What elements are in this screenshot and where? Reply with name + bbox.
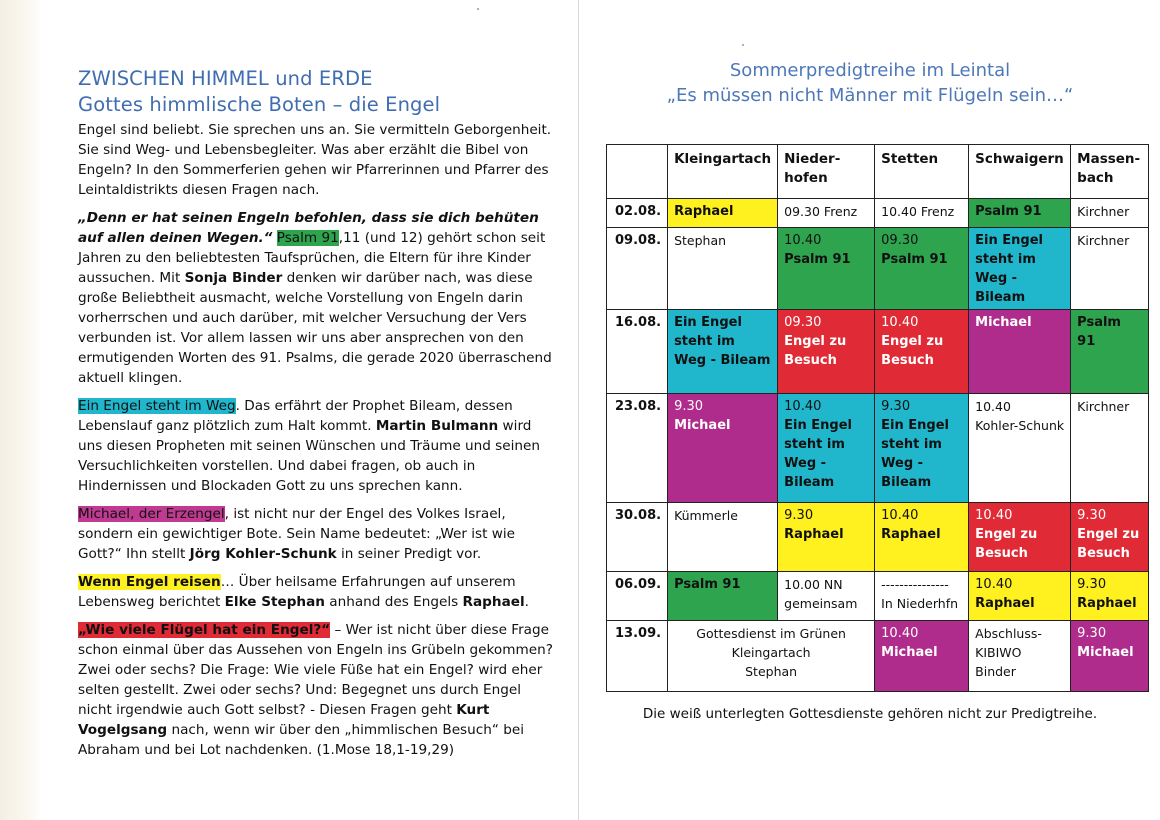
schedule-table (606, 144, 1149, 692)
angel-name: Raphael (462, 594, 525, 610)
schedule-cell (969, 199, 1071, 228)
cell-text: Kümmerle (674, 508, 738, 523)
time-label: --------------- (881, 577, 949, 592)
cell-text: Ein Engel steht im Weg - Bileam (784, 418, 852, 490)
header-cell: Nieder- hofen (778, 145, 875, 199)
header-corner (607, 145, 668, 199)
table-row (607, 394, 1149, 503)
cell-text: Michael (975, 315, 1032, 330)
schedule-cell (969, 572, 1071, 621)
cell-text: 09.30 Frenz (784, 204, 858, 219)
time-label: 9.30 (1077, 577, 1107, 592)
merged-cell (668, 621, 875, 692)
time-label: 10.40 (784, 233, 822, 248)
time-label: 10.40 (975, 399, 1011, 414)
date-cell: 23.08. (607, 394, 668, 503)
cell-text: Psalm 91 (784, 252, 851, 267)
cell-text: Kirchner (1077, 204, 1130, 219)
schedule-cell (668, 394, 778, 503)
fluegel-highlight: „Wie viele Flügel hat ein Engel?“ (78, 622, 331, 638)
scan-speck (477, 8, 479, 10)
schedule-cell (668, 199, 778, 228)
raphael-paragraph (78, 572, 556, 612)
schedule-cell (778, 394, 875, 503)
schedule-cell (875, 621, 969, 692)
cell-line: KIBIWO (975, 645, 1022, 660)
time-label: 9.30 (784, 508, 814, 523)
cell-line: Abschluss- (975, 626, 1042, 641)
schedule-heading (600, 58, 1140, 108)
paragraph-text: wird uns diesen Propheten mit seinen Wünschen und Träume und seinen Versuchlichkeiten vorstellen. Und dabei fragen, ob auch in Hindernissen und Blockaden Gott zu uns sprechen kann. (78, 418, 541, 494)
cell-line: Gottesdienst im Grünen (696, 626, 846, 641)
page-fold-line (578, 0, 579, 820)
cell-line: Binder (975, 664, 1016, 679)
time-label: 9.30 (1077, 508, 1107, 523)
time-label: 9.30 (674, 399, 704, 414)
table-row (607, 503, 1149, 572)
time-label: 10.00 NN (784, 577, 843, 592)
paragraph-text: ,11 (und 12) gehört schon seit Jahren zu den beliebtesten Taufsprüchen, die Eltern für ihre Kinder aussuchen. Mit (78, 230, 546, 286)
header-cell: Schwaigern (969, 145, 1071, 199)
schedule-cell (1071, 228, 1149, 310)
schedule-title: Sommerpredigtreihe im Leintal (729, 60, 1011, 81)
section-title: ZWISCHEN HIMMEL und ERDE (78, 67, 373, 90)
speaker-name: Kurt Vogelgsang (78, 702, 490, 738)
header-cell: Stetten (875, 145, 969, 199)
paragraph-text: , ist nicht nur der Engel des Volkes Israel, sondern ein gewichtiger Bote. Sein Name bedeutet: „Wer ist wie Gott?“ Ihn stellt (78, 506, 516, 562)
cell-text: Raphael (1077, 596, 1137, 611)
schedule-cell (668, 572, 778, 621)
paragraph-text: . (524, 594, 529, 610)
cell-text: Raphael (784, 527, 844, 542)
paragraph-text: . Das erfährt der Prophet Bileam, dessen Lebenslauf ganz plötzlich zum Halt kommt. (78, 398, 513, 434)
time-label: 10.40 (881, 508, 919, 523)
paragraph-text: – Wer ist nicht über diese Frage schon einmal über das Aussehen von Engeln ins Grübeln gekommen? Zwei oder sechs? Die Frage: Wie viele Füße hat ein Engel? wird eher selten gestellt. Zwei oder sechs? Und: Begegnet uns durch Engel nicht irgendwie auch Gott selbst? - Diesen Fragen geht (78, 622, 553, 718)
header-cell: Kleingartach (668, 145, 778, 199)
bileam-highlight: Ein Engel steht im Weg (78, 398, 236, 414)
scan-speck (742, 44, 744, 46)
date-cell: 06.09. (607, 572, 668, 621)
cell-text: Engel zu Besuch (1077, 527, 1140, 561)
paragraph-text: nach, wenn wir über den „himmlischen Besuch“ bei Abraham und bei Lot nachdenken. (1.Mose 18,1-19,29) (78, 722, 524, 758)
time-label: 10.40 (881, 315, 919, 330)
date-cell: 02.08. (607, 199, 668, 228)
left-page-text (78, 66, 556, 768)
cell-text: In Niederhfn (881, 596, 959, 611)
cell-text: Raphael (674, 204, 734, 219)
bileam-paragraph (78, 396, 556, 496)
cell-text: gemeinsam (784, 596, 858, 611)
cell-text: Michael (674, 418, 731, 433)
schedule-cell (969, 310, 1071, 394)
table-row (607, 572, 1149, 621)
schedule-cell (1071, 199, 1149, 228)
cell-line: Kleingartach (731, 645, 811, 660)
schedule-cell (1071, 310, 1149, 394)
paragraph-text: denken wir darüber nach, was diese große Beliebtheit ausmacht, welche Vorstellung von Engeln darin vorherrschen und auch darüber, mit welcher Versuchung der Vers verbunden ist. Vor allem lassen wir uns aber ansprechen von den ermutigenden Worten des 91. Psalms, die gerade 2020 überraschend aktuell klingen. (78, 270, 552, 386)
header-cell: Massen- bach (1071, 145, 1149, 199)
schedule-cell (969, 503, 1071, 572)
schedule-subtitle: „Es müssen nicht Männer mit Flügeln sein…“ (666, 85, 1074, 106)
speaker-name: Jörg Kohler-Schunk (189, 546, 337, 562)
time-label: 10.40 (975, 508, 1013, 523)
schedule-cell (969, 394, 1071, 503)
date-cell: 16.08. (607, 310, 668, 394)
table-row (607, 621, 1149, 692)
schedule-cell (778, 572, 875, 621)
michael-paragraph (78, 504, 556, 564)
psalm91-highlight: Psalm 91 (276, 230, 339, 246)
speaker-name: Elke Stephan (224, 594, 325, 610)
time-label: 09.30 (881, 233, 919, 248)
cell-text: Ein Engel steht im Weg - Bileam (975, 233, 1043, 305)
schedule-cell (875, 394, 969, 503)
scan-edge-shadow (0, 0, 42, 820)
cell-text: Stephan (674, 233, 727, 248)
date-cell: 13.09. (607, 621, 668, 692)
cell-text: Engel zu Besuch (881, 334, 944, 368)
raphael-highlight: Wenn Engel reisen (78, 574, 221, 590)
cell-text: Ein Engel steht im Weg - Bileam (881, 418, 949, 490)
paragraph-text: in seiner Predigt vor. (336, 546, 482, 562)
schedule-footnote: Die weiß unterlegten Gottesdienste gehören nicht zur Predigtreihe. (642, 706, 1098, 722)
cell-text: Raphael (881, 527, 941, 542)
schedule-cell (1071, 394, 1149, 503)
schedule-cell (1071, 503, 1149, 572)
schedule-cell (969, 621, 1071, 692)
table-header-row (607, 145, 1149, 199)
bible-quote: „Denn er hat seinen Engeln befohlen, dass sie dich behüten auf allen deinen Wegen.“ (78, 210, 539, 246)
speaker-name: Martin Bulmann (375, 418, 499, 434)
cell-text: Kirchner (1077, 399, 1130, 414)
cell-text: Ein Engel steht im Weg - Bileam (674, 315, 771, 368)
schedule-cell (875, 503, 969, 572)
time-label: 09.30 (784, 315, 822, 330)
schedule-cell (778, 228, 875, 310)
cell-text: Engel zu Besuch (975, 527, 1038, 561)
schedule-cell (778, 503, 875, 572)
cell-text: Raphael (975, 596, 1035, 611)
schedule-cell (875, 228, 969, 310)
schedule-cell (778, 310, 875, 394)
cell-text: Psalm 91 (975, 204, 1042, 219)
date-cell: 30.08. (607, 503, 668, 572)
time-label: 10.40 (784, 399, 822, 414)
table-row (607, 199, 1149, 228)
fluegel-paragraph (78, 620, 556, 760)
speaker-name: Sonja Binder (184, 270, 283, 286)
schedule-cell (875, 199, 969, 228)
schedule-cell (668, 310, 778, 394)
cell-text: Michael (1077, 645, 1134, 660)
schedule-cell (668, 228, 778, 310)
intro-paragraph: Engel sind beliebt. Sie sprechen uns an. Sie vermitteln Geborgenheit. Sie sind Weg- und Lebensbegleiter. Was aber erzählt die Bibel von Engeln? In den Sommerferien gehen wir Pfarrerinnen und Pfarrer des Leintaldistrikts diesen Fragen nach. (78, 122, 552, 198)
schedule-cell (668, 503, 778, 572)
cell-text: 10.40 Frenz (881, 204, 955, 219)
schedule-cell (969, 228, 1071, 310)
schedule-cell (1071, 621, 1149, 692)
cell-text: Psalm 91 (1077, 315, 1121, 349)
schedule-cell (778, 199, 875, 228)
section-subtitle: Gottes himmlische Boten – die Engel (78, 93, 441, 116)
schedule-cell (875, 310, 969, 394)
michael-highlight: Michael, der Erzengel (78, 506, 225, 522)
schedule-cell (875, 572, 969, 621)
time-label: 9.30 (1077, 626, 1107, 641)
table-row (607, 228, 1149, 310)
psalm91-paragraph (78, 208, 556, 388)
cell-text: Psalm 91 (674, 577, 741, 592)
cell-text: Psalm 91 (881, 252, 948, 267)
date-cell: 09.08. (607, 228, 668, 310)
cell-line: Stephan (745, 664, 798, 679)
paragraph-text: … Über heilsame Erfahrungen auf unserem Lebensweg berichtet (78, 574, 516, 610)
time-label: 10.40 (881, 626, 919, 641)
paragraph-text: anhand des Engels (324, 594, 463, 610)
cell-text: Engel zu Besuch (784, 334, 847, 368)
cell-text: Kirchner (1077, 233, 1130, 248)
time-label: 9.30 (881, 399, 911, 414)
cell-text: Kohler-Schunk (975, 418, 1065, 433)
cell-text: Michael (881, 645, 938, 660)
schedule-cell (1071, 572, 1149, 621)
time-label: 10.40 (975, 577, 1013, 592)
table-row (607, 310, 1149, 394)
